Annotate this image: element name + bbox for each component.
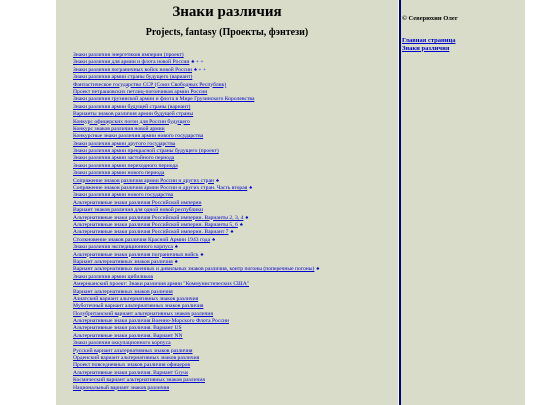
list-item: [73, 333, 398, 340]
spade-mark-icon: ♠: [249, 185, 253, 192]
home-page-link[interactable]: Главная страница: [402, 37, 456, 44]
page-title: Знаки различия: [172, 4, 282, 20]
article-link[interactable]: Знаки различия армии застойного периода: [73, 155, 175, 162]
list-item: [73, 362, 398, 369]
list-item: [73, 170, 398, 177]
article-link[interactable]: Проект петрашовских петлиц-погончиков армии России: [73, 88, 208, 95]
list-item: [73, 266, 398, 273]
page-subtitle: Projects, fantasy (Проекты, фэнтези): [145, 27, 309, 38]
article-link[interactable]: Знаки различия грузинской армии и флота в Мире Грузинского Королевства: [73, 96, 255, 103]
list-item: [73, 141, 398, 148]
spade-mark-icon: ♠: [174, 244, 178, 251]
article-link[interactable]: Знаки различия армии цибиликов: [73, 273, 154, 280]
article-link[interactable]: Космический вариант альтернативных знаков различия: [73, 377, 205, 384]
spade-mark-icon: ♠ + +: [191, 59, 204, 66]
article-link[interactable]: Знаки различия армии нового периода: [73, 170, 165, 177]
article-link[interactable]: Орденский вариант альтернативных знаков различия: [73, 355, 200, 362]
spade-mark-icon: ♠: [230, 229, 234, 236]
article-link[interactable]: Конкурс офицерских погон для России будущего: [73, 118, 190, 125]
link-list: [56, 52, 398, 392]
list-item: [73, 289, 398, 296]
article-link[interactable]: Сопряжение знаков различия армии России и других стран. Часть вторая: [73, 185, 248, 192]
article-link[interactable]: Альтернативные знаки различия Российской империи: [73, 199, 202, 206]
list-item: [73, 126, 398, 133]
article-link[interactable]: Знаки различия армии прекрасной страны будущего (проект): [73, 148, 219, 155]
spade-mark-icon: ♠ + +: [194, 66, 207, 73]
article-link[interactable]: Вариант знаков различия для одной новой республики: [73, 207, 204, 214]
article-link[interactable]: Альтернативные знаки различия Российской империи. Варианты 5, 6: [73, 221, 238, 228]
article-link[interactable]: Знаки различия армии страны будущего (вариант): [73, 74, 193, 81]
list-item: [73, 311, 398, 318]
article-link[interactable]: Альтернативные знаки различия. Вариант US: [73, 325, 182, 332]
article-link[interactable]: Вариант альтернативных знаков различия: [73, 288, 173, 295]
spade-mark-icon: ♠: [316, 266, 320, 273]
list-item: [73, 252, 398, 259]
article-link[interactable]: Проект повседневных знаков различия офицеров: [73, 362, 191, 369]
sidebar-nav: [402, 37, 525, 52]
insignia-link[interactable]: Знаки различия: [402, 44, 450, 52]
list-item: [73, 96, 398, 103]
list-item: [73, 119, 398, 126]
list-item: [73, 111, 398, 118]
list-item: [73, 244, 398, 251]
list-item: [73, 155, 398, 162]
article-link[interactable]: Полубританский вариант альтернативных знаков различия: [73, 310, 214, 317]
article-link[interactable]: Альтернативные знаки различия пограничных войск: [73, 251, 199, 258]
spade-mark-icon: ♠: [239, 221, 243, 228]
spade-mark-icon: ♠: [212, 236, 216, 243]
list-item: [73, 340, 398, 347]
sidebar: [399, 0, 525, 405]
article-link[interactable]: Знаки различия армии переходного периода: [73, 162, 178, 169]
spade-mark-icon: ♠: [215, 177, 219, 184]
list-item: [73, 207, 398, 214]
article-link[interactable]: Вариант альтернативных знаков различия: [73, 258, 173, 265]
article-link[interactable]: Фантастическое государство ССР (Союз Свободных Республик): [73, 81, 227, 88]
article-link[interactable]: Знаки различия армии другого государства: [73, 140, 176, 147]
article-link[interactable]: Азиатский вариант альтернативных знаков различия: [73, 295, 199, 302]
list-item: [73, 237, 398, 244]
article-link[interactable]: Знаки различия оккупационного корпуса: [73, 340, 171, 347]
article-link[interactable]: Муботечный вариант альтернативных знаков различия: [73, 303, 204, 310]
main-content: [56, 0, 398, 405]
list-item: [73, 318, 398, 325]
article-link[interactable]: Альтернативные знаки различия. Вариант NN: [73, 332, 183, 339]
list-item: [73, 74, 398, 81]
article-link[interactable]: Альтернативные знаки различия Военно-Морского Флота России: [73, 318, 229, 325]
article-link[interactable]: Знаки различия для армии и флота новой России: [73, 59, 190, 66]
spade-mark-icon: ♠: [200, 251, 204, 258]
list-item: [73, 133, 398, 140]
article-link[interactable]: Национальный вариант знаков различия: [73, 384, 170, 391]
list-item: [73, 178, 398, 185]
article-link[interactable]: Знаки различия экспедиционного корпуса: [73, 244, 173, 251]
article-link[interactable]: Вариант альтернативных военных и дивильных знаков различия, контр погоны (поперечные погоны): [73, 266, 315, 273]
article-link[interactable]: Альтернативные знаки различия Российской империи. Варианты 2, 3, 4: [73, 214, 244, 221]
list-item: [73, 377, 398, 384]
article-link[interactable]: Варианты знаков различия армии будущей страны: [73, 111, 194, 118]
list-item: [73, 163, 398, 170]
article-link[interactable]: Конкурс знаков различия новой армии: [73, 125, 165, 132]
article-link[interactable]: Сопряжение знаков различия армии России и других стран: [73, 177, 214, 184]
article-link[interactable]: Конкурсные знаки различия армии нового государства: [73, 133, 204, 140]
article-link[interactable]: Знаки различия армии будущей страны (вариант): [73, 103, 191, 110]
spade-mark-icon: ♠: [174, 258, 178, 265]
article-link[interactable]: Альтернативные знаки различия. Вариант Gryus: [73, 369, 189, 376]
article-link[interactable]: Альтернативные знаки различия Российской империи. Вариант 7: [73, 229, 229, 236]
list-item: [73, 281, 398, 288]
spade-mark-icon: ♠: [245, 214, 249, 221]
article-link[interactable]: Знаки различия армии нового государства: [73, 192, 174, 199]
list-item: [73, 274, 398, 281]
article-link[interactable]: Русский вариант альтернативных знаков различия: [73, 347, 193, 354]
list-item: [73, 82, 398, 89]
list-item: [73, 348, 398, 355]
article-link[interactable]: Знаки различия пограничных войск новой России: [73, 66, 192, 73]
list-item: [73, 185, 398, 192]
article-link[interactable]: Знаки различия энергетиков империи (проект): [73, 52, 184, 58]
list-item: [73, 229, 398, 236]
list-item: [73, 192, 398, 199]
article-link[interactable]: Американский проект: Знаки различия армии "Коммунистических США": [73, 281, 250, 288]
list-item: [73, 59, 398, 66]
list-item: [73, 385, 398, 392]
article-link[interactable]: Столкновение знаков различия Красной Армии 1943 года: [73, 236, 211, 243]
copyright-text: © Северюхин Олег: [402, 15, 458, 22]
list-item: [73, 325, 398, 332]
list-item: [73, 303, 398, 310]
list-item: [73, 215, 398, 222]
